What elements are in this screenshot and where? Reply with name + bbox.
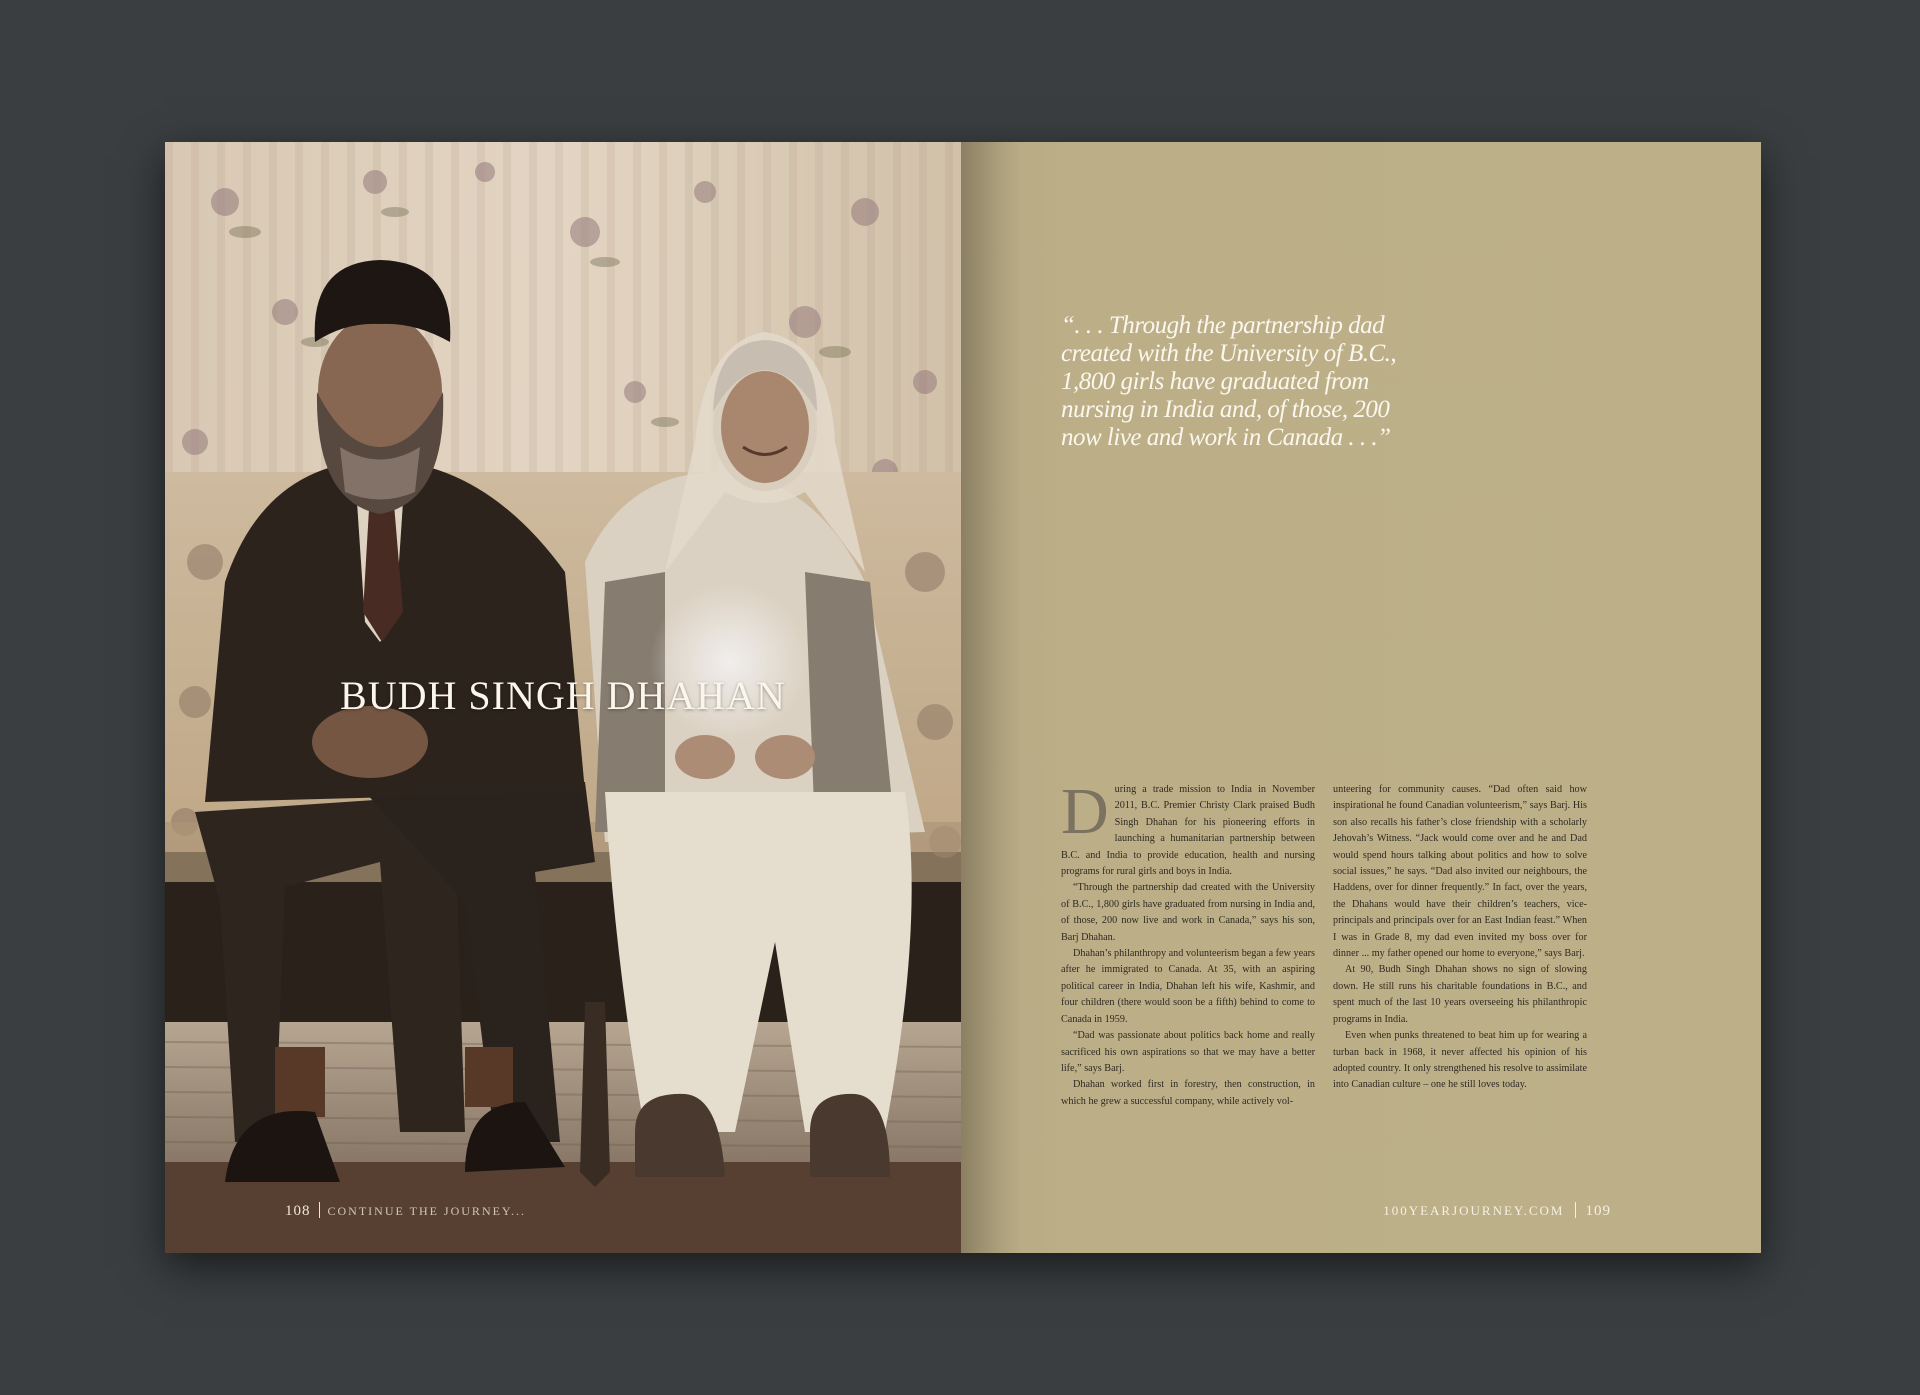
pull-quote-line: nursing in India and, of those, 200 (1061, 396, 1390, 423)
page-number-right: 109 (1585, 1203, 1611, 1219)
footer-tagline: CONTINUE THE JOURNEY... (327, 1204, 527, 1218)
magazine-spread (165, 142, 1761, 1253)
body-paragraph: Even when punks threatened to beat him up for wearing a turban back in 1968, it never affected his opinion of his adopted country. It only strengthened his resolve to assimilate into Canadian culture – one he still loves today. (1333, 1030, 1587, 1091)
drop-cap: D (1061, 775, 1109, 848)
pull-quote-line: created with the University of B.C., (1061, 340, 1397, 367)
pull-quote-line: now live and work in Canada . . .” (1061, 424, 1391, 451)
gutter-shadow (961, 142, 1021, 1253)
body-column-2 (1333, 782, 1587, 1094)
left-page (165, 142, 961, 1253)
page-number-left: 108 (285, 1203, 311, 1219)
paragraph-text: uring a trade mission to India in November 2011, B.C. Premier Christy Clark praised Budh Singh Dhahan for his pioneering efforts in launching a humanitarian partnership between B.C. and India to provide education, health and nursing programs for rural girls and boys in India. (1061, 784, 1315, 878)
body-paragraph: “Through the partnership dad created with the University of B.C., 1,800 girls have graduated from nursing in India and, of those, 200 now live and work in Canada,” says his son, Barj Dhahan. (1061, 882, 1315, 943)
footer-divider (1575, 1202, 1576, 1218)
article-title: BUDH SINGH DHAHAN (340, 673, 786, 718)
footer-divider (319, 1202, 320, 1218)
body-paragraph: “Dad was passionate about politics back home and really sacrificed his own aspirations so that we may have a better life,” says Barj. (1061, 1030, 1315, 1074)
right-page (961, 142, 1761, 1253)
body-paragraph: At 90, Budh Singh Dhahan shows no sign of slowing down. He still runs his charitable foundations in B.C., and spent much of the last 10 years overseeing his philanthropic programs in India. (1333, 964, 1587, 1025)
body-paragraph: Dhahan worked first in forestry, then construction, in which he grew a successful company, while actively vol- (1061, 1079, 1315, 1107)
pull-quote-line: “. . . Through the partnership dad (1061, 312, 1385, 339)
pull-quote-line: 1,800 girls have graduated from (1061, 368, 1369, 395)
body-paragraph: Dhahan’s philanthropy and volunteerism began a few years after he immigrated to Canada. At 35, with an aspiring political career in India, Dhahan left his wife, Kashmir, and four children (there would soon be a fifth) behind to come to Canada in 1959. (1061, 948, 1315, 1025)
right-page-footer (1383, 1202, 1611, 1220)
footer-website: 100YEARJOURNEY.COM (1383, 1203, 1565, 1218)
pull-quote (1061, 312, 1461, 452)
body-paragraph (1061, 775, 1315, 880)
body-paragraph: unteering for community causes. “Dad often said how inspirational he found Canadian volunteerism,” says Barj. His son also recalls his father’s close friendship with a scholarly Jehovah’s Witness. “Jack would come over and he and Dad would spend hours talking about politics and how to solve social issues,” he says. “Dad also invited our neighbours, the Haddens, over for dinner frequently.” In fact, over the years, the Dhahans would have their children’s teachers, vice-principals and principals over for an East Indian feast.” When I was in Grade 8, my dad even invited my boss over for dinner ... my father opened our home to everyone,” says Barj. (1333, 784, 1587, 960)
left-page-footer (285, 1202, 526, 1220)
body-column-1 (1061, 775, 1315, 1110)
